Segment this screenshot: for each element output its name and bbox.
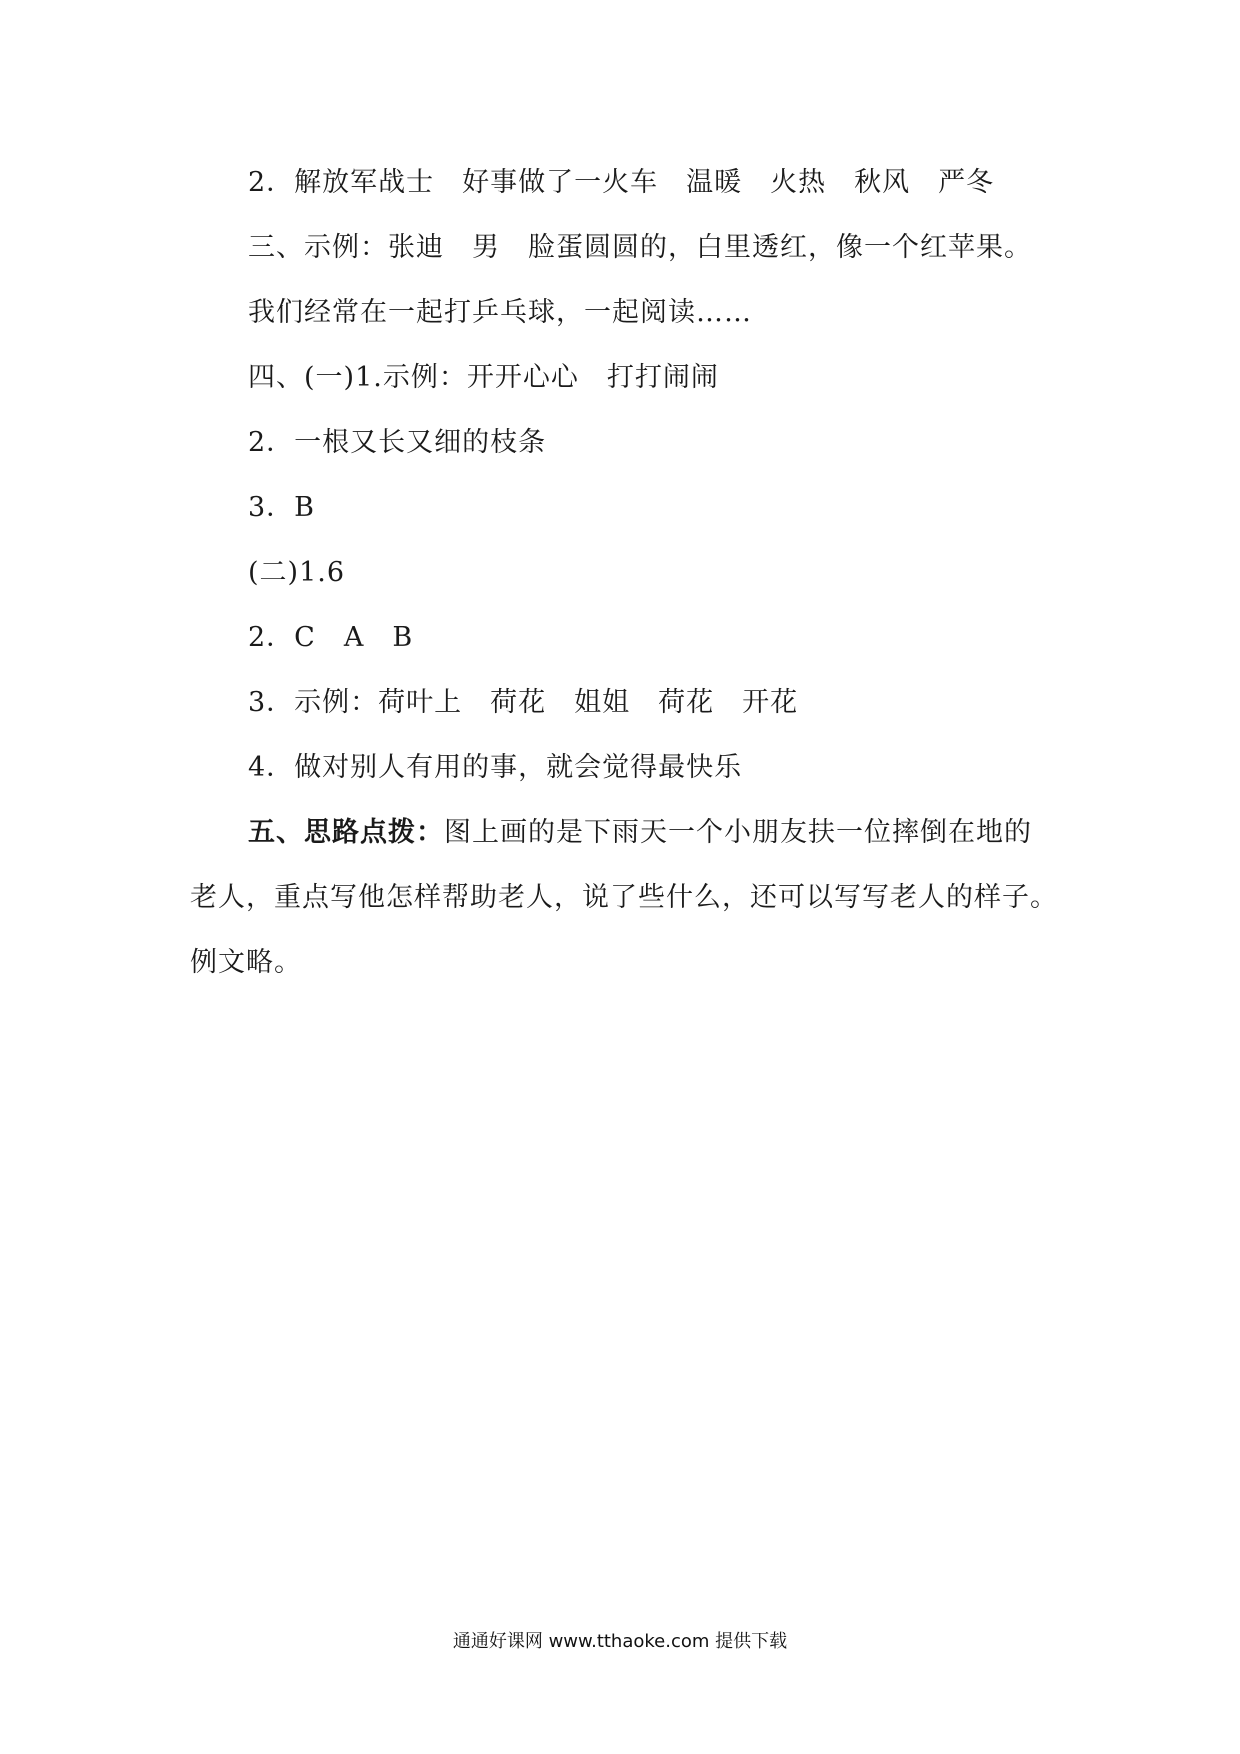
page-footer: 通通好课网 www.tthaoke.com 提供下载: [452, 1631, 788, 1652]
section5-line-1: [248, 815, 1032, 851]
answer-line-4: 四、(一)1.示例：开开心心 打打闹闹: [248, 362, 719, 393]
answer-line-10: 4．做对别人有用的事，就会觉得最快乐: [248, 752, 743, 783]
answer-line-2: 三、示例：张迪 男 脸蛋圆圆的，白里透红，像一个红苹果。: [248, 232, 1032, 263]
answer-line-3: 我们经常在一起打乒乓球，一起阅读……: [248, 297, 752, 328]
answer-line-1: 2．解放军战士 好事做了一火车 温暖 火热 秋风 严冬: [248, 167, 995, 198]
section5-line-3: 例文略。: [190, 947, 302, 978]
answer-line-7: (二)1.6: [248, 557, 346, 588]
answer-line-9: 3．示例：荷叶上 荷花 姐姐 荷花 开花: [248, 687, 799, 718]
answer-line-8: 2．C A B: [248, 622, 414, 653]
section5-line-2: 老人，重点写他怎样帮助老人，说了些什么，还可以写写老人的样子。: [190, 882, 1058, 913]
section5-text-1: 图上画的是下雨天一个小朋友扶一位摔倒在地的: [444, 817, 1032, 848]
section5-heading: 五、思路点拨：: [248, 817, 444, 848]
answer-line-6: 3．B: [248, 492, 316, 523]
answer-line-5: 2．一根又长又细的枝条: [248, 427, 547, 458]
